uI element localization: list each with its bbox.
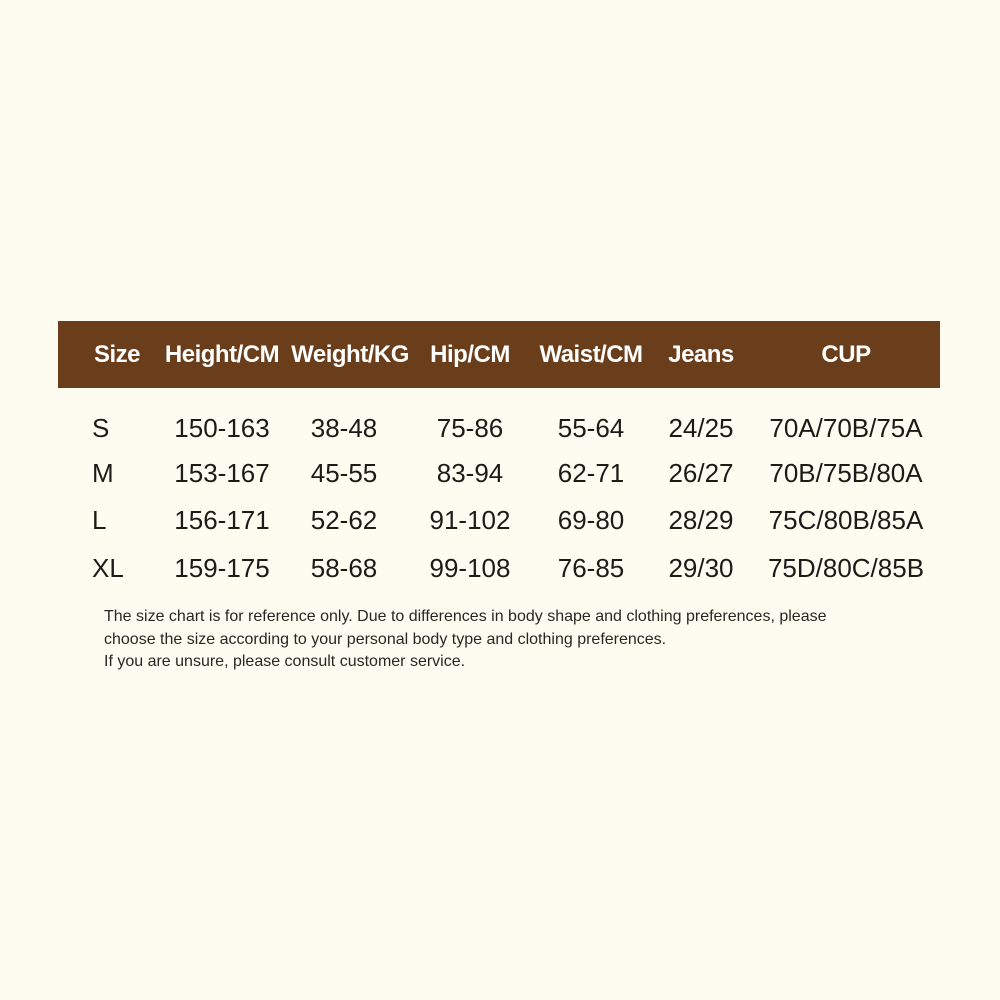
cell-height: 153-167 (174, 458, 270, 488)
header-jeans: Jeans (668, 341, 734, 368)
cell-cup: 70A/70B/75A (769, 413, 923, 443)
disclaimer-line: choose the size according to your personal body type and clothing preferences. (104, 630, 667, 648)
size-chart-disclaimer (104, 606, 944, 674)
header-hip: Hip/CM (430, 341, 510, 368)
cell-waist: 76-85 (557, 553, 625, 583)
cell-waist: 69-80 (557, 505, 625, 535)
table-row (58, 453, 940, 493)
cell-hip: 83-94 (436, 458, 504, 488)
header-height: Height/CM (164, 341, 280, 368)
cell-weight: 45-55 (310, 458, 378, 488)
table-row (58, 408, 940, 448)
cell-hip: 99-108 (429, 553, 511, 583)
cell-waist: 55-64 (557, 413, 625, 443)
cell-size: XL (92, 553, 124, 583)
cell-waist: 62-71 (557, 458, 625, 488)
cell-cup: 75C/80B/85A (768, 505, 924, 535)
cell-weight: 52-62 (310, 505, 378, 535)
cell-hip: 75-86 (436, 413, 504, 443)
cell-size: L (92, 505, 107, 535)
cell-weight: 58-68 (310, 553, 378, 583)
cell-size: S (92, 413, 110, 443)
cell-jeans: 29/30 (668, 553, 734, 583)
cell-cup: 75D/80C/85B (767, 553, 925, 583)
cell-height: 159-175 (174, 553, 270, 583)
cell-hip: 91-102 (429, 505, 511, 535)
cell-height: 156-171 (174, 505, 270, 535)
table-row (58, 548, 940, 588)
disclaimer-line: If you are unsure, please consult customer service. (104, 653, 466, 670)
cell-cup: 70B/75B/80A (769, 458, 923, 488)
cell-height: 150-163 (174, 413, 270, 443)
header-weight: Weight/KG (291, 341, 409, 368)
cell-size: M (92, 458, 114, 488)
header-waist: Waist/CM (539, 341, 643, 368)
table-row (58, 500, 940, 540)
cell-jeans: 26/27 (668, 458, 734, 488)
header-cup: CUP (821, 341, 871, 368)
disclaimer-line: The size chart is for reference only. Due to differences in body shape and clothing preferences, please (104, 608, 827, 625)
cell-weight: 38-48 (310, 413, 378, 443)
cell-jeans: 28/29 (668, 505, 734, 535)
cell-jeans: 24/25 (668, 413, 734, 443)
table-header (58, 321, 940, 388)
header-size: Size (93, 341, 141, 368)
